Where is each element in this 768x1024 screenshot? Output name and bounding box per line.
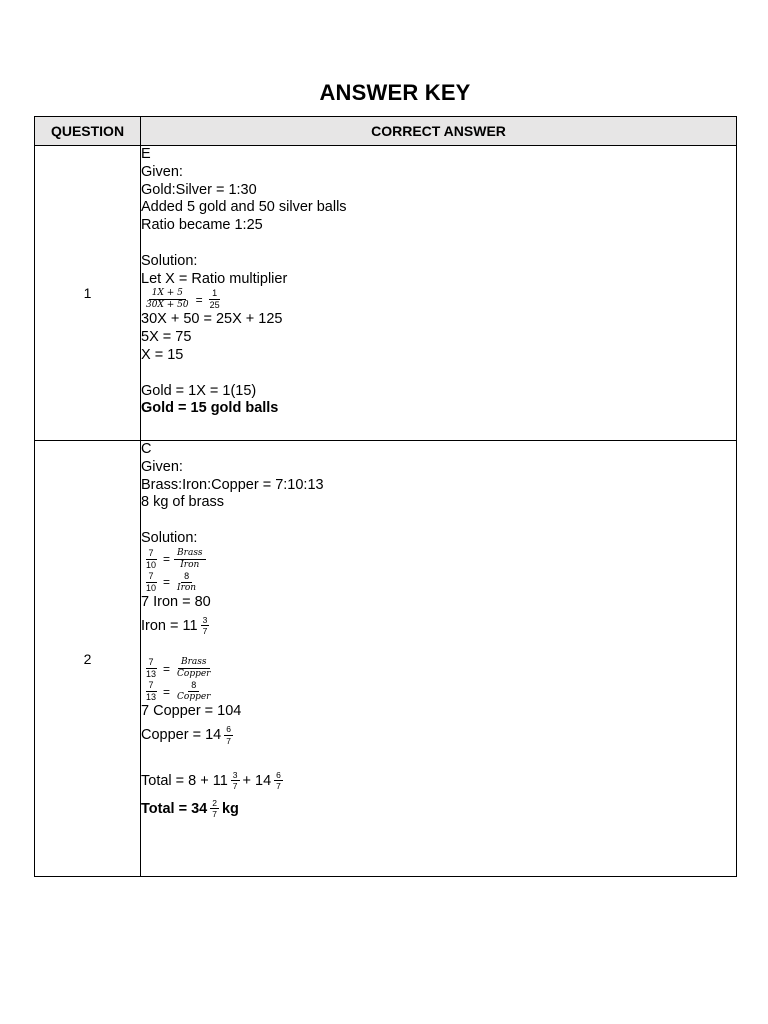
document-title: ANSWER KEY bbox=[319, 80, 471, 105]
fraction: $\frac{8}{\text{Iron}}$ bbox=[177, 570, 197, 593]
solution-step: Let X = Ratio multiplier bbox=[141, 270, 288, 287]
iron-equation: $\frac{7}{10}$ = $\frac{8}{\text{Iron}}$ bbox=[141, 571, 736, 594]
given-label: Given: bbox=[141, 163, 183, 180]
fraction: $\frac{1}{25}$ bbox=[209, 288, 220, 311]
fraction: $\frac{7}{10}$ bbox=[146, 547, 157, 570]
fraction: $\frac{6}{7}$ bbox=[276, 769, 281, 792]
fraction: $\frac{\text{Brass}}{\text{Copper}}$ bbox=[177, 657, 211, 680]
header-correct-answer: CORRECT ANSWER bbox=[141, 117, 737, 146]
final-answer: Total = 34 $\frac{2}{7}$ kg bbox=[141, 797, 239, 820]
fraction: $\frac{6}{7}$ bbox=[226, 724, 231, 746]
answer-table bbox=[34, 116, 737, 877]
fraction: $\frac{3}{7}$ bbox=[232, 769, 238, 792]
fraction: $\frac{3}{7}$ bbox=[202, 614, 208, 637]
given-line: Brass:Iron:Copper = 7:10:13 bbox=[141, 476, 324, 493]
total-line: Total = 8 + 11 $\frac{3}{7}$ + 14 $\frac{6}{7}$ bbox=[141, 769, 281, 792]
iron-equation: $\frac{7}{10}$ = $\frac{\text{Brass}}{\text{Iron}}$ bbox=[141, 548, 736, 571]
given-line: Gold:Silver = 1:30 bbox=[141, 181, 257, 198]
solution-step: 7 Iron = 80 bbox=[141, 593, 211, 610]
solution-step: 5X = 75 bbox=[141, 329, 192, 346]
answer-cell-1 bbox=[141, 146, 737, 441]
copper-equation: $\frac{7}{13}$ = $\frac{\text{Brass}}{\text{Copper}}$ bbox=[141, 657, 736, 680]
answer-cell-2 bbox=[141, 441, 737, 877]
answer-letter: E bbox=[141, 146, 151, 162]
iron-result: Iron = 11 $\frac{3}{7}$ bbox=[141, 614, 208, 637]
solution-label: Solution: bbox=[141, 529, 198, 546]
ratio-equation: $\frac{1X + 5}{30X + 50}$ = $\frac{1}{25}$ bbox=[141, 288, 736, 311]
fraction: $\frac{7}{10}$ bbox=[146, 570, 157, 593]
answer-letter: C bbox=[141, 441, 152, 457]
solution-step: 30X + 50 = 25X + 125 bbox=[141, 311, 283, 328]
fraction: $\frac{2}{7}$ bbox=[212, 797, 217, 820]
question-number: 1 bbox=[35, 146, 141, 441]
copper-result: Copper = 14 $\frac{6}{7}$ bbox=[141, 724, 231, 746]
fraction: $\frac{7}{13}$ bbox=[146, 657, 157, 680]
given-line: Ratio became 1:25 bbox=[141, 217, 263, 234]
solution-step: 7 Copper = 104 bbox=[141, 703, 242, 720]
header-question: QUESTION bbox=[35, 117, 141, 146]
table-row-question-2 bbox=[35, 441, 737, 877]
fraction: $\frac{1X + 5}{30X + 50}$ bbox=[146, 288, 189, 311]
solution-step: X = 15 bbox=[141, 346, 184, 363]
final-answer: Gold = 15 gold balls bbox=[141, 400, 279, 417]
solution-label: Solution: bbox=[141, 252, 198, 269]
given-label: Given: bbox=[141, 458, 183, 475]
solution-step: Gold = 1X = 1(15) bbox=[141, 382, 257, 399]
fraction: $\frac{7}{13}$ bbox=[146, 680, 157, 703]
table-row-question-1 bbox=[35, 146, 737, 441]
fraction: $\frac{\text{Brass}}{\text{Iron}}$ bbox=[174, 548, 206, 571]
copper-equation: $\frac{7}{13}$ = $\frac{8}{\text{Copper}}$ bbox=[141, 680, 736, 703]
given-line: Added 5 gold and 50 silver balls bbox=[141, 199, 347, 216]
given-line: 8 kg of brass bbox=[141, 494, 225, 511]
header-row bbox=[35, 117, 737, 146]
fraction: $\frac{8}{\text{Copper}}$ bbox=[177, 680, 211, 703]
question-number: 2 bbox=[35, 441, 141, 877]
